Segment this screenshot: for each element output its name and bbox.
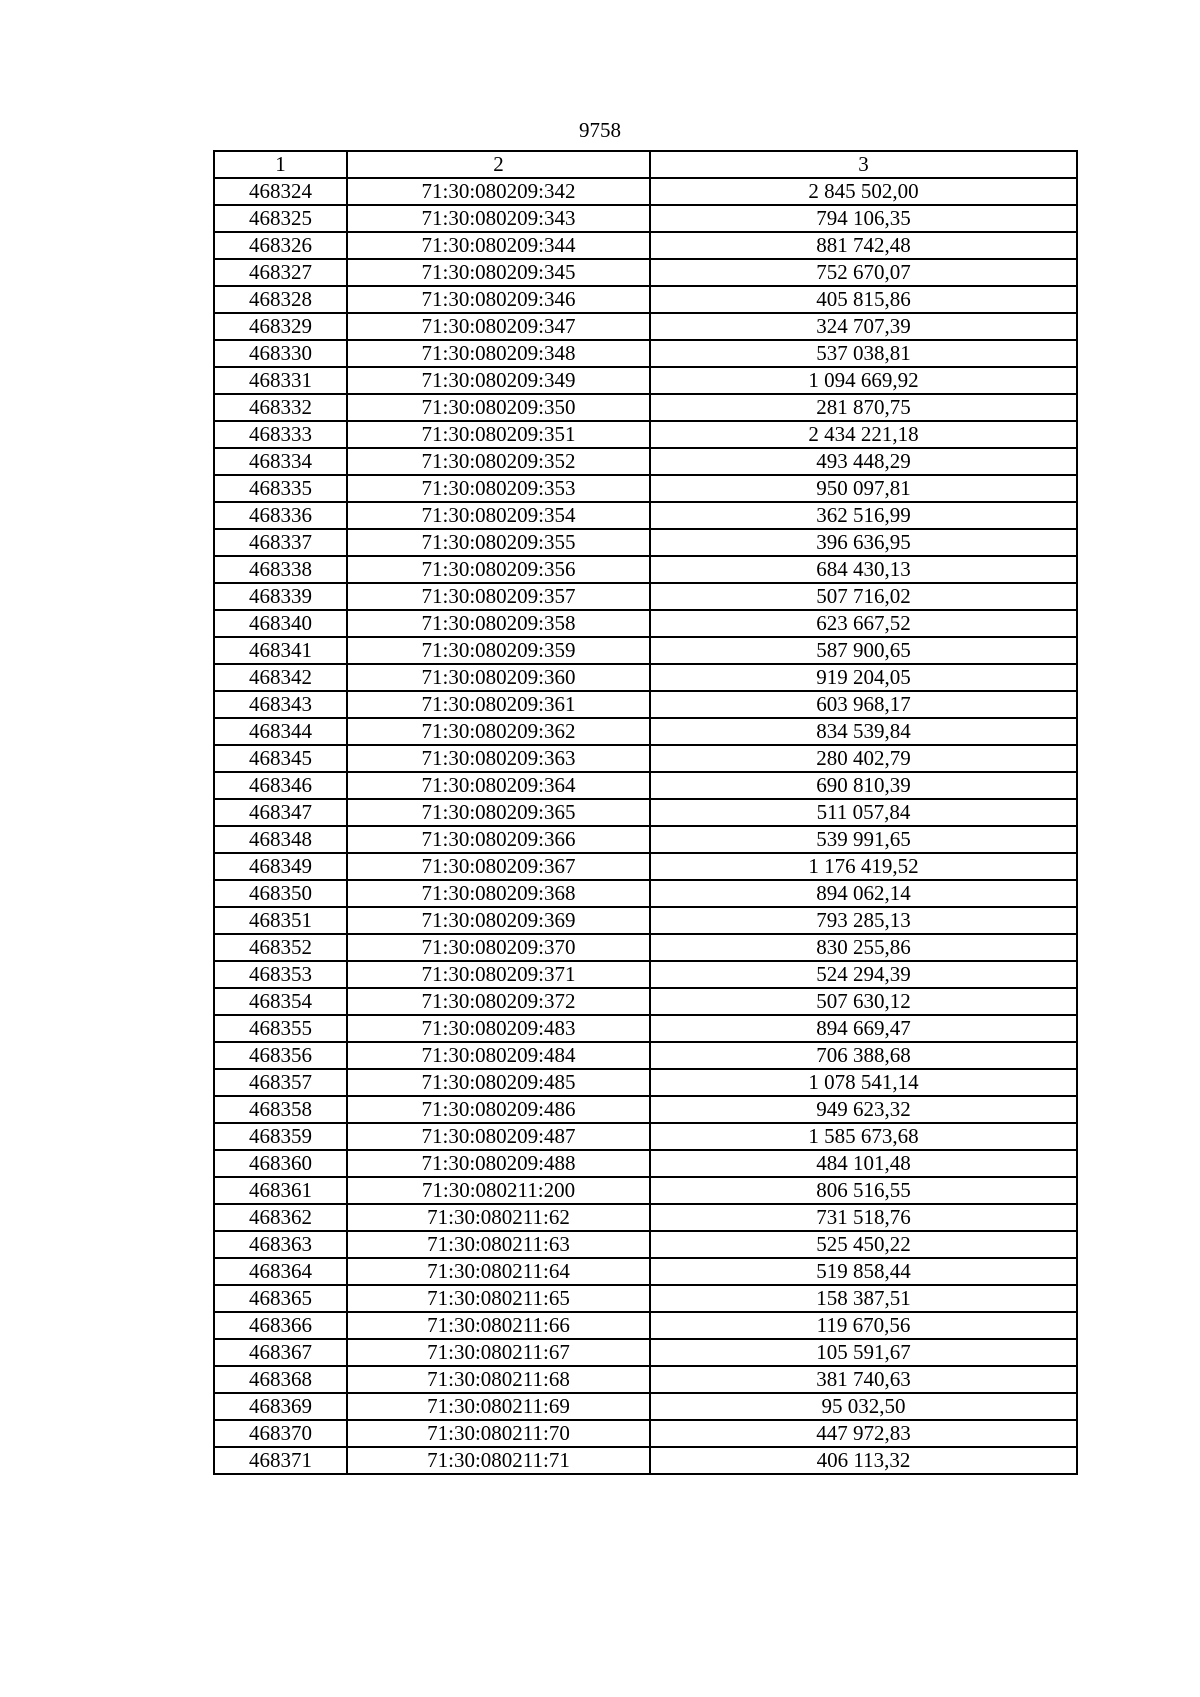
table-row — [214, 475, 1077, 502]
cadastral-number-cell: 71:30:080211:67 — [347, 1339, 650, 1366]
table-row — [214, 1150, 1077, 1177]
value-cell: 731 518,76 — [650, 1204, 1077, 1231]
table-row — [214, 1420, 1077, 1447]
cadastral-number-cell: 71:30:080209:485 — [347, 1069, 650, 1096]
cadastral-number-cell: 71:30:080211:71 — [347, 1447, 650, 1474]
value-cell: 539 991,65 — [650, 826, 1077, 853]
value-cell: 447 972,83 — [650, 1420, 1077, 1447]
cadastral-number-cell: 71:30:080209:358 — [347, 610, 650, 637]
table-row — [214, 664, 1077, 691]
cadastral-number-cell: 71:30:080209:483 — [347, 1015, 650, 1042]
value-cell: 519 858,44 — [650, 1258, 1077, 1285]
table-header — [214, 151, 1077, 178]
value-cell: 834 539,84 — [650, 718, 1077, 745]
table-row — [214, 1123, 1077, 1150]
row-number-cell: 468340 — [214, 610, 347, 637]
page-number: 9758 — [579, 118, 621, 142]
table-row — [214, 394, 1077, 421]
table-row — [214, 583, 1077, 610]
value-cell: 507 630,12 — [650, 988, 1077, 1015]
value-cell: 950 097,81 — [650, 475, 1077, 502]
row-number-cell: 468333 — [214, 421, 347, 448]
row-number-cell: 468332 — [214, 394, 347, 421]
table-row — [214, 1339, 1077, 1366]
row-number-cell: 468331 — [214, 367, 347, 394]
cadastral-number-cell: 71:30:080209:366 — [347, 826, 650, 853]
table-row — [214, 556, 1077, 583]
value-cell: 587 900,65 — [650, 637, 1077, 664]
table-row — [214, 1312, 1077, 1339]
cadastral-number-cell: 71:30:080209:367 — [347, 853, 650, 880]
row-number-cell: 468337 — [214, 529, 347, 556]
cadastral-number-cell: 71:30:080209:362 — [347, 718, 650, 745]
row-number-cell: 468370 — [214, 1420, 347, 1447]
cadastral-number-cell: 71:30:080209:342 — [347, 178, 650, 205]
value-cell: 362 516,99 — [650, 502, 1077, 529]
value-cell: 684 430,13 — [650, 556, 1077, 583]
cadastral-number-cell: 71:30:080209:371 — [347, 961, 650, 988]
table-row — [214, 1015, 1077, 1042]
header-row — [214, 151, 1077, 178]
table-row — [214, 1042, 1077, 1069]
table-row — [214, 745, 1077, 772]
table-row — [214, 610, 1077, 637]
cadastral-number-cell: 71:30:080209:486 — [347, 1096, 650, 1123]
cadastral-number-cell: 71:30:080211:62 — [347, 1204, 650, 1231]
row-number-cell: 468339 — [214, 583, 347, 610]
table-row — [214, 1447, 1077, 1474]
value-cell: 493 448,29 — [650, 448, 1077, 475]
table-row — [214, 988, 1077, 1015]
value-cell: 623 667,52 — [650, 610, 1077, 637]
cadastral-number-cell: 71:30:080209:369 — [347, 907, 650, 934]
value-cell: 525 450,22 — [650, 1231, 1077, 1258]
table-row — [214, 340, 1077, 367]
row-number-cell: 468358 — [214, 1096, 347, 1123]
row-number-cell: 468355 — [214, 1015, 347, 1042]
column-header-1: 1 — [214, 151, 347, 178]
value-cell: 1 094 669,92 — [650, 367, 1077, 394]
cadastral-number-cell: 71:30:080209:349 — [347, 367, 650, 394]
row-number-cell: 468343 — [214, 691, 347, 718]
value-cell: 406 113,32 — [650, 1447, 1077, 1474]
value-cell: 507 716,02 — [650, 583, 1077, 610]
cadastral-number-cell: 71:30:080209:346 — [347, 286, 650, 313]
table-row — [214, 1393, 1077, 1420]
row-number-cell: 468326 — [214, 232, 347, 259]
row-number-cell: 468364 — [214, 1258, 347, 1285]
value-cell: 793 285,13 — [650, 907, 1077, 934]
table-row — [214, 232, 1077, 259]
row-number-cell: 468350 — [214, 880, 347, 907]
value-cell: 119 670,56 — [650, 1312, 1077, 1339]
row-number-cell: 468329 — [214, 313, 347, 340]
value-cell: 706 388,68 — [650, 1042, 1077, 1069]
table-row — [214, 907, 1077, 934]
cadastral-number-cell: 71:30:080211:69 — [347, 1393, 650, 1420]
value-cell: 281 870,75 — [650, 394, 1077, 421]
table-row — [214, 691, 1077, 718]
cadastral-number-cell: 71:30:080209:356 — [347, 556, 650, 583]
row-number-cell: 468330 — [214, 340, 347, 367]
cadastral-number-cell: 71:30:080211:63 — [347, 1231, 650, 1258]
value-cell: 324 707,39 — [650, 313, 1077, 340]
row-number-cell: 468366 — [214, 1312, 347, 1339]
value-cell: 396 636,95 — [650, 529, 1077, 556]
table-row — [214, 178, 1077, 205]
table-row — [214, 1069, 1077, 1096]
value-cell: 484 101,48 — [650, 1150, 1077, 1177]
row-number-cell: 468371 — [214, 1447, 347, 1474]
row-number-cell: 468349 — [214, 853, 347, 880]
cadastral-number-cell: 71:30:080209:372 — [347, 988, 650, 1015]
row-number-cell: 468354 — [214, 988, 347, 1015]
table-row — [214, 205, 1077, 232]
value-cell: 752 670,07 — [650, 259, 1077, 286]
row-number-cell: 468334 — [214, 448, 347, 475]
row-number-cell: 468352 — [214, 934, 347, 961]
table-row — [214, 1096, 1077, 1123]
cadastral-number-cell: 71:30:080209:357 — [347, 583, 650, 610]
cadastral-number-cell: 71:30:080209:365 — [347, 799, 650, 826]
row-number-cell: 468325 — [214, 205, 347, 232]
row-number-cell: 468341 — [214, 637, 347, 664]
cadastral-number-cell: 71:30:080209:370 — [347, 934, 650, 961]
row-number-cell: 468348 — [214, 826, 347, 853]
value-cell: 690 810,39 — [650, 772, 1077, 799]
value-cell: 919 204,05 — [650, 664, 1077, 691]
row-number-cell: 468357 — [214, 1069, 347, 1096]
cadastral-number-cell: 71:30:080209:363 — [347, 745, 650, 772]
cadastral-number-cell: 71:30:080211:65 — [347, 1285, 650, 1312]
table-row — [214, 313, 1077, 340]
row-number-cell: 468338 — [214, 556, 347, 583]
row-number-cell: 468324 — [214, 178, 347, 205]
table-row — [214, 286, 1077, 313]
table-row — [214, 1366, 1077, 1393]
cadastral-number-cell: 71:30:080211:70 — [347, 1420, 650, 1447]
value-cell: 381 740,63 — [650, 1366, 1077, 1393]
row-number-cell: 468361 — [214, 1177, 347, 1204]
value-cell: 2 845 502,00 — [650, 178, 1077, 205]
row-number-cell: 468344 — [214, 718, 347, 745]
cadastral-number-cell: 71:30:080209:347 — [347, 313, 650, 340]
value-cell: 603 968,17 — [650, 691, 1077, 718]
table-row — [214, 1231, 1077, 1258]
table-row — [214, 772, 1077, 799]
table-row — [214, 718, 1077, 745]
row-number-cell: 468363 — [214, 1231, 347, 1258]
row-number-cell: 468368 — [214, 1366, 347, 1393]
cadastral-number-cell: 71:30:080209:345 — [347, 259, 650, 286]
table-row — [214, 1258, 1077, 1285]
row-number-cell: 468345 — [214, 745, 347, 772]
row-number-cell: 468360 — [214, 1150, 347, 1177]
table-row — [214, 1204, 1077, 1231]
value-cell: 158 387,51 — [650, 1285, 1077, 1312]
cadastral-number-cell: 71:30:080209:487 — [347, 1123, 650, 1150]
value-cell: 511 057,84 — [650, 799, 1077, 826]
column-header-3: 3 — [650, 151, 1077, 178]
table-body — [214, 178, 1077, 1474]
cadastral-number-cell: 71:30:080209:361 — [347, 691, 650, 718]
column-header-2: 2 — [347, 151, 650, 178]
value-cell: 537 038,81 — [650, 340, 1077, 367]
table-row — [214, 502, 1077, 529]
cadastral-number-cell: 71:30:080209:343 — [347, 205, 650, 232]
cadastral-number-cell: 71:30:080209:350 — [347, 394, 650, 421]
value-cell: 894 669,47 — [650, 1015, 1077, 1042]
row-number-cell: 468351 — [214, 907, 347, 934]
cadastral-number-cell: 71:30:080209:359 — [347, 637, 650, 664]
value-cell: 95 032,50 — [650, 1393, 1077, 1420]
table-row — [214, 880, 1077, 907]
cadastral-number-cell: 71:30:080211:66 — [347, 1312, 650, 1339]
row-number-cell: 468356 — [214, 1042, 347, 1069]
cadastral-number-cell: 71:30:080209:368 — [347, 880, 650, 907]
cadastral-number-cell: 71:30:080209:351 — [347, 421, 650, 448]
table-row — [214, 934, 1077, 961]
table-row — [214, 367, 1077, 394]
row-number-cell: 468367 — [214, 1339, 347, 1366]
value-cell: 2 434 221,18 — [650, 421, 1077, 448]
row-number-cell: 468335 — [214, 475, 347, 502]
value-cell: 1 585 673,68 — [650, 1123, 1077, 1150]
value-cell: 1 176 419,52 — [650, 853, 1077, 880]
value-cell: 881 742,48 — [650, 232, 1077, 259]
value-cell: 794 106,35 — [650, 205, 1077, 232]
row-number-cell: 468359 — [214, 1123, 347, 1150]
table-row — [214, 421, 1077, 448]
table-row — [214, 799, 1077, 826]
table-row — [214, 826, 1077, 853]
table-row — [214, 259, 1077, 286]
row-number-cell: 468346 — [214, 772, 347, 799]
table-row — [214, 529, 1077, 556]
cadastral-number-cell: 71:30:080209:352 — [347, 448, 650, 475]
row-number-cell: 468328 — [214, 286, 347, 313]
cadastral-number-cell: 71:30:080209:355 — [347, 529, 650, 556]
cadastral-number-cell: 71:30:080209:360 — [347, 664, 650, 691]
value-cell: 830 255,86 — [650, 934, 1077, 961]
table-row — [214, 1285, 1077, 1312]
table-row — [214, 961, 1077, 988]
value-cell: 949 623,32 — [650, 1096, 1077, 1123]
cadastral-number-cell: 71:30:080209:354 — [347, 502, 650, 529]
table-row — [214, 853, 1077, 880]
value-cell: 405 815,86 — [650, 286, 1077, 313]
cadastral-number-cell: 71:30:080209:364 — [347, 772, 650, 799]
row-number-cell: 468369 — [214, 1393, 347, 1420]
cadastral-number-cell: 71:30:080211:200 — [347, 1177, 650, 1204]
row-number-cell: 468365 — [214, 1285, 347, 1312]
row-number-cell: 468353 — [214, 961, 347, 988]
cadastral-number-cell: 71:30:080209:353 — [347, 475, 650, 502]
row-number-cell: 468327 — [214, 259, 347, 286]
value-cell: 806 516,55 — [650, 1177, 1077, 1204]
value-cell: 105 591,67 — [650, 1339, 1077, 1366]
row-number-cell: 468336 — [214, 502, 347, 529]
value-cell: 1 078 541,14 — [650, 1069, 1077, 1096]
cadastral-number-cell: 71:30:080211:64 — [347, 1258, 650, 1285]
registry-table — [213, 150, 1078, 1475]
cadastral-number-cell: 71:30:080209:484 — [347, 1042, 650, 1069]
row-number-cell: 468347 — [214, 799, 347, 826]
cadastral-number-cell: 71:30:080209:488 — [347, 1150, 650, 1177]
cadastral-number-cell: 71:30:080211:68 — [347, 1366, 650, 1393]
row-number-cell: 468362 — [214, 1204, 347, 1231]
cadastral-number-cell: 71:30:080209:348 — [347, 340, 650, 367]
value-cell: 280 402,79 — [650, 745, 1077, 772]
table-row — [214, 637, 1077, 664]
cadastral-number-cell: 71:30:080209:344 — [347, 232, 650, 259]
value-cell: 894 062,14 — [650, 880, 1077, 907]
value-cell: 524 294,39 — [650, 961, 1077, 988]
row-number-cell: 468342 — [214, 664, 347, 691]
table-row — [214, 448, 1077, 475]
table-row — [214, 1177, 1077, 1204]
